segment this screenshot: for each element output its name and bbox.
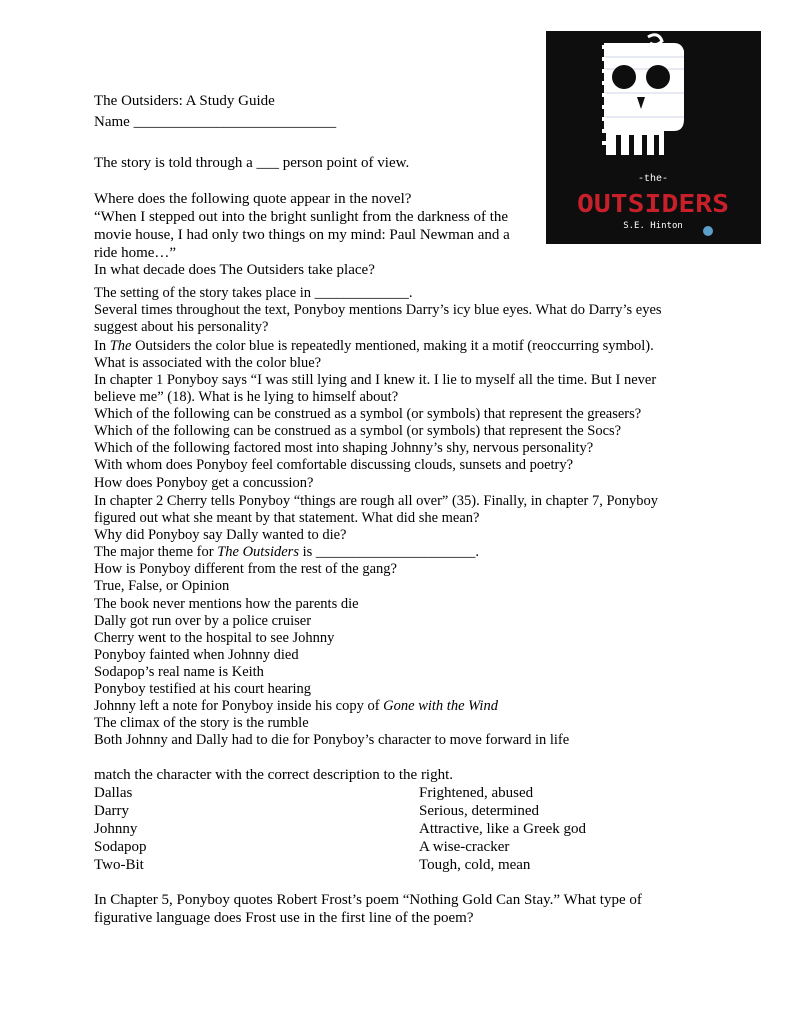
quote-line-2: movie house, I had only two things on my mind: Paul Newman and a [94,227,510,243]
question-blue-2: What is associated with the color blue? [94,355,322,371]
match-description: Serious, determined [419,803,539,819]
question-lying-1: In chapter 1 Ponyboy says “I was still lying and I knew it. I lie to myself all the time. But I never [94,372,657,388]
question-clouds: With whom does Ponyboy feel comfortable discussing clouds, sunsets and poetry? [94,457,574,473]
question-cherry-1: In chapter 2 Cherry tells Ponyboy “things are rough all over” (35). Finally, in chapter 7, Ponyboy [94,493,659,509]
tfo-item: Ponyboy testified at his court hearing [94,681,312,697]
match-character: Sodapop [94,839,147,855]
tfo-item: Sodapop’s real name is Keith [94,664,264,680]
page-title: The Outsiders: A Study Guide [94,93,275,109]
match-character: Johnny [94,821,138,837]
question-theme: The major theme for The Outsiders is ______________________. [94,544,480,560]
question-concussion: How does Ponyboy get a concussion? [94,475,314,491]
tfo-heading: True, False, or Opinion [94,578,230,594]
cover-the-text: -the- [637,174,669,185]
question-socs: Which of the following can be construed as a symbol (or symbols) that represent the Socs? [94,423,622,439]
award-seal-icon [703,226,713,236]
cover-title-text: OUTSIDERS [577,189,729,218]
question-eyes-1: Several times throughout the text, Ponyboy mentions Darry’s icy blue eyes. What do Darry’s eyes [94,302,662,318]
match-description: A wise-cracker [419,839,510,855]
quote-line-1: “When I stepped out into the bright sunlight from the darkness of the [94,209,509,225]
tfo-item-note: Johnny left a note for Ponyboy inside his copy of Gone with the Wind [94,698,498,714]
question-pov: The story is told through a ___ person point of view. [94,155,410,171]
question-johnny: Which of the following factored most into shaping Johnny’s shy, nervous personality? [94,440,594,456]
skull-illustration [546,31,761,244]
tfo-item: Dally got run over by a police cruiser [94,613,312,629]
question-eyes-2: suggest about his personality? [94,319,269,335]
question-decade: In what decade does The Outsiders take place? [94,262,375,278]
match-character: Darry [94,803,129,819]
question-lying-2: believe me” (18). What is he lying to himself about? [94,389,399,405]
book-cover-image [546,31,761,244]
match-heading: match the character with the correct description to the right. [94,767,454,783]
question-blue-1: In The Outsiders the color blue is repeatedly mentioned, making it a motif (reoccurring symbol). [94,338,654,354]
match-description: Frightened, abused [419,785,534,801]
tfo-item: The book never mentions how the parents die [94,596,359,612]
tfo-item: Cherry went to the hospital to see Johnny [94,630,335,646]
question-setting: The setting of the story takes place in _____________. [94,285,413,301]
tfo-item: Ponyboy fainted when Johnny died [94,647,299,663]
name-field-line: Name ___________________________ [94,114,337,130]
match-character: Two-Bit [94,857,144,873]
tfo-item-climax: The climax of the story is the rumble [94,715,309,731]
match-description: Attractive, like a Greek god [419,821,587,837]
skull-icon [595,35,684,155]
question-cherry-2: figured out what she meant by that statement. What did she mean? [94,510,480,526]
match-description: Tough, cold, mean [419,857,531,873]
question-frost-1: In Chapter 5, Ponyboy quotes Robert Frost’s poem “Nothing Gold Can Stay.” What type of [94,892,642,908]
quote-line-3: ride home…” [94,245,177,261]
tfo-item-die: Both Johnny and Dally had to die for Ponyboy’s character to move forward in life [94,732,570,748]
question-quote-location: Where does the following quote appear in the novel? [94,191,412,207]
question-frost-2: figurative language does Frost use in the first line of the poem? [94,910,474,926]
question-greasers: Which of the following can be construed as a symbol (or symbols) that represent the greasers? [94,406,642,422]
question-different: How is Ponyboy different from the rest of the gang? [94,561,397,577]
match-character: Dallas [94,785,133,801]
question-dally: Why did Ponyboy say Dally wanted to die? [94,527,347,543]
cover-author-text: S.E. Hinton [623,221,683,231]
